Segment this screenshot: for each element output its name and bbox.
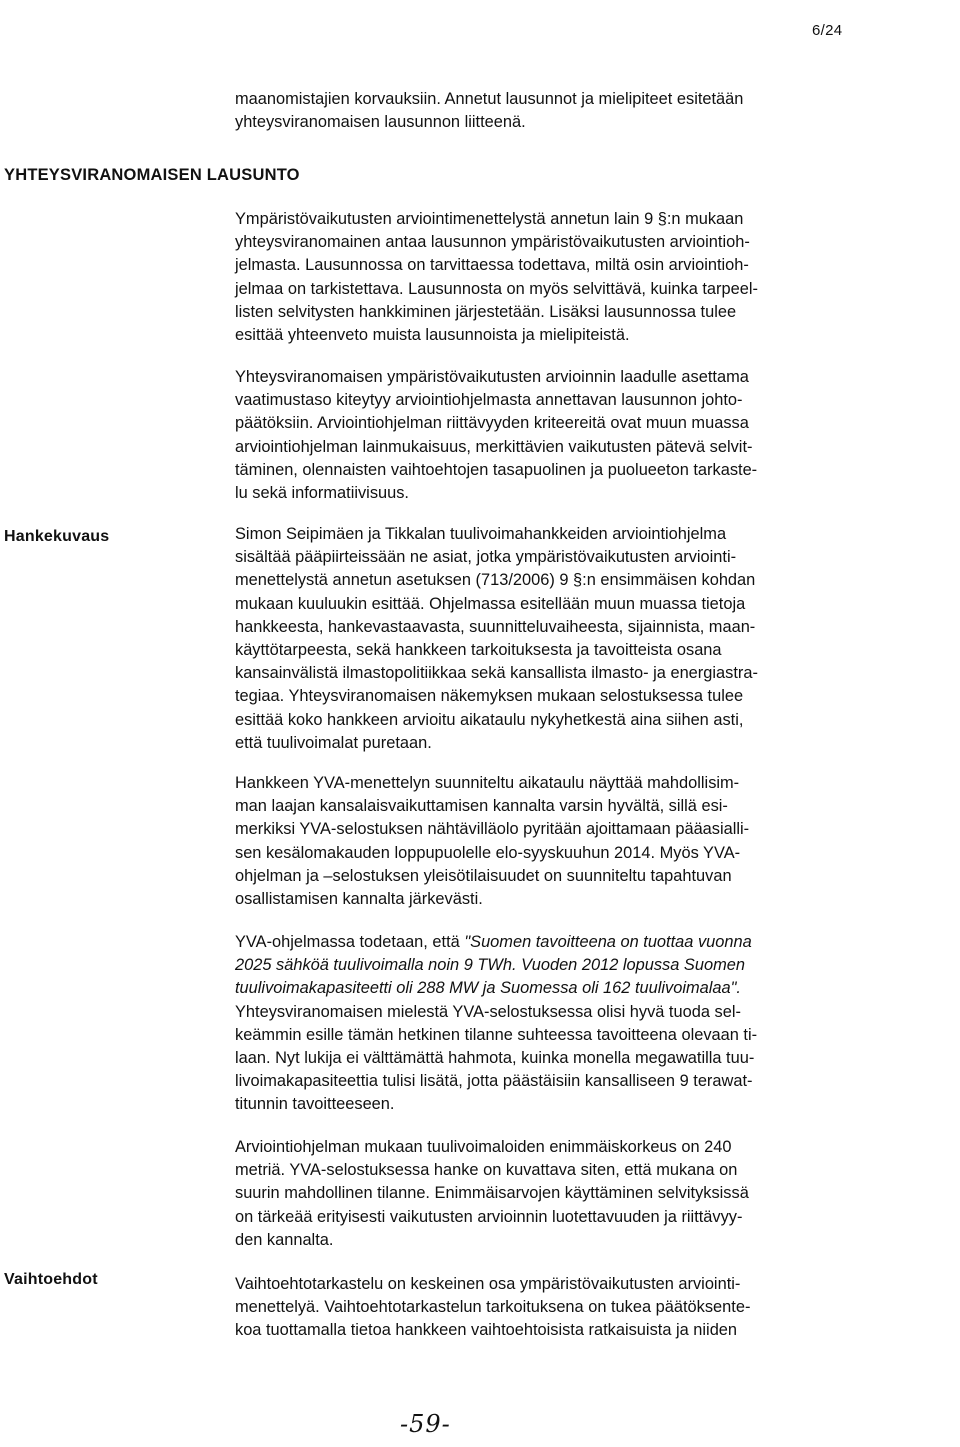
text-line (235, 954, 875, 977)
text-line: merkiksi YVA-selostuksen nähtävilläolo pyritään ajoittamaan pääasialli- (235, 820, 750, 839)
quote-text: tuulivoimakapasiteetti oli 288 MW ja Suomessa oli 162 tuulivoimalaa". (235, 979, 741, 998)
text-line: esittää yhteenveto muista lausunnoista ja mielipiteistä. (235, 326, 630, 345)
quote-text: 2025 sähköä tuulivoimalla noin 9 TWh. Vuoden 2012 lopussa Suomen (235, 956, 745, 975)
text-line: laan. Nyt lukija ei välttämättä hahmota, kuinka monella megawatilla tuu- (235, 1049, 755, 1068)
text-line: menettelystä annetun asetuksen (713/2006) 9 §:n ensimmäisen kohdan (235, 571, 756, 590)
text-line: on tärkeää erityisesti vaikutusten arvioinnin luotettavuuden ja riittävyy- (235, 1207, 743, 1226)
text-line: kansainvälistä ilmastopolitiikkaa sekä kansallista ilmasto- ja energiastra- (235, 664, 758, 683)
text-line: vaatimustaso kiteytyy arviointiohjelmasta annettavan lausunnon johto- (235, 391, 743, 410)
paragraph-6 (235, 1136, 875, 1252)
text-line: koa tuottamalla tietoa hankkeen vaihtoehtoisista ratkaisuista ja niiden (235, 1321, 738, 1340)
text-line: käyttötarpeesta, sekä hankkeen tarkoituksesta ja tavoitteista osana (235, 641, 722, 660)
text-line: sen kesälomakauden loppupuolelle elo-syyskuuhun 2014. Myös YVA- (235, 843, 741, 862)
text-line: Yhteysviranomaisen ympäristövaikutusten arvioinnin laadulle asettama (235, 368, 749, 386)
quote-text: "Suomen tavoitteena on tuottaa vuonna (464, 933, 752, 951)
text-line: täminen, olennaisten vaihtoehtojen tasapuolinen ja puolueeton tarkaste- (235, 460, 758, 479)
text-line: lu sekä informatiivisuus. (235, 484, 409, 503)
text-line: tegiaa. Yhteysviranomaisen näkemyksen mukaan selostuksessa tulee (235, 687, 744, 706)
paragraph-3 (235, 523, 875, 755)
section-heading: YHTEYSVIRANOMAISEN LAUSUNTO (4, 166, 300, 184)
paragraph-5 (235, 931, 875, 1117)
text-line (235, 977, 875, 1000)
intro-paragraph (235, 88, 875, 134)
paragraph-1 (235, 208, 875, 347)
text-line: arviointiohjelman lainmukaisuus, merkittävien vaikutusten pätevä selvit- (235, 437, 753, 456)
text-line: Simon Seipimäen ja Tikkalan tuulivoimahankkeiden arviointiohjelma (235, 525, 727, 543)
text-line: menettelyä. Vaihtoehtotarkastelun tarkoituksena on tukea päätöksente- (235, 1298, 751, 1317)
text-line: yhteysviranomainen antaa lausunnon ympäristövaikutusten arviointioh- (235, 233, 750, 252)
text-line: yhteysviranomaisen lausunnon liitteenä. (235, 113, 526, 132)
text-line: man laajan kansalaisvaikuttamisen kannalta varsin hyvältä, sillä esi- (235, 797, 728, 816)
text-line: suurin mahdollinen tilanne. Enimmäisarvojen käyttäminen selvityksissä (235, 1184, 749, 1203)
paragraph-4 (235, 772, 875, 911)
handwritten-page-mark: -59- (400, 1410, 451, 1438)
paragraph-7 (235, 1273, 875, 1343)
text-line: listen selvitysten hankkiminen järjestetään. Lisäksi lausunnossa tulee (235, 302, 737, 321)
text-line: hankkeesta, hankevastaavasta, suunnitteluvaiheesta, sijainnista, maan- (235, 617, 756, 636)
text-line: Hankkeen YVA-menettelyn suunniteltu aikataulu näyttää mahdollisim- (235, 774, 740, 792)
paragraph-2 (235, 366, 875, 505)
text-line: den kannalta. (235, 1230, 334, 1249)
text-line: jelmaa on tarkistettava. Lausunnosta on myös selvittävä, kuinka tarpeel- (235, 279, 758, 298)
text-line: maanomistajien korvauksiin. Annetut lausunnot ja mielipiteet esitetään (235, 90, 744, 108)
quote-intro: YVA-ohjelmassa todetaan, että (235, 933, 465, 951)
text-line: Vaihtoehtotarkastelu on keskeinen osa ympäristövaikutusten arviointi- (235, 1275, 741, 1293)
page-number: 6/24 (812, 22, 843, 39)
text-line: Arviointiohjelman mukaan tuulivoimaloiden enimmäiskorkeus on 240 (235, 1138, 732, 1156)
text-line: Yhteysviranomaisen mielestä YVA-selostuksessa olisi hyvä tuoda sel- (235, 1002, 741, 1021)
text-line: metriä. YVA-selostuksessa hanke on kuvattava siten, että mukana on (235, 1161, 738, 1180)
text-line: keämmin esille tämän hetkinen tilanne suhteessa tavoitteena olevaan ti- (235, 1025, 758, 1044)
text-line: sisältää pääpiirteissään ne asiat, jotka ympäristövaikutusten arviointi- (235, 548, 737, 567)
text-line: että tuulivoimalat puretaan. (235, 733, 432, 752)
text-line: livoimakapasiteettia tulisi lisätä, jotta päästäisiin kansalliseen 9 terawat- (235, 1072, 753, 1091)
text-line: mukaan kuuluukin esittää. Ohjelmassa esitellään muun muassa tietoja (235, 594, 746, 613)
text-line: osallistamisen kannalta järkevästi. (235, 890, 483, 909)
text-line: esittää koko hankkeen arvioitu aikataulu nykyhetkestä aina siihen asti, (235, 710, 744, 729)
text-line: jelmasta. Lausunnossa on tarvittaessa todettava, miltä osin arviointioh- (235, 256, 749, 275)
text-line: ohjelman ja –selostuksen yleisötilaisuudet on suunniteltu tapahtuvan (235, 866, 732, 885)
label-hankekuvaus: Hankekuvaus (4, 528, 110, 545)
text-line: päätöksiin. Arviointiohjelman riittävyyden kriteereitä ovat muun muassa (235, 414, 749, 433)
label-vaihtoehdot: Vaihtoehdot (4, 1271, 98, 1288)
text-line: Ympäristövaikutusten arviointimenettelystä annetun lain 9 §:n mukaan (235, 210, 744, 228)
text-line: titunnin tavoitteeseen. (235, 1095, 395, 1114)
text-line (235, 931, 875, 954)
